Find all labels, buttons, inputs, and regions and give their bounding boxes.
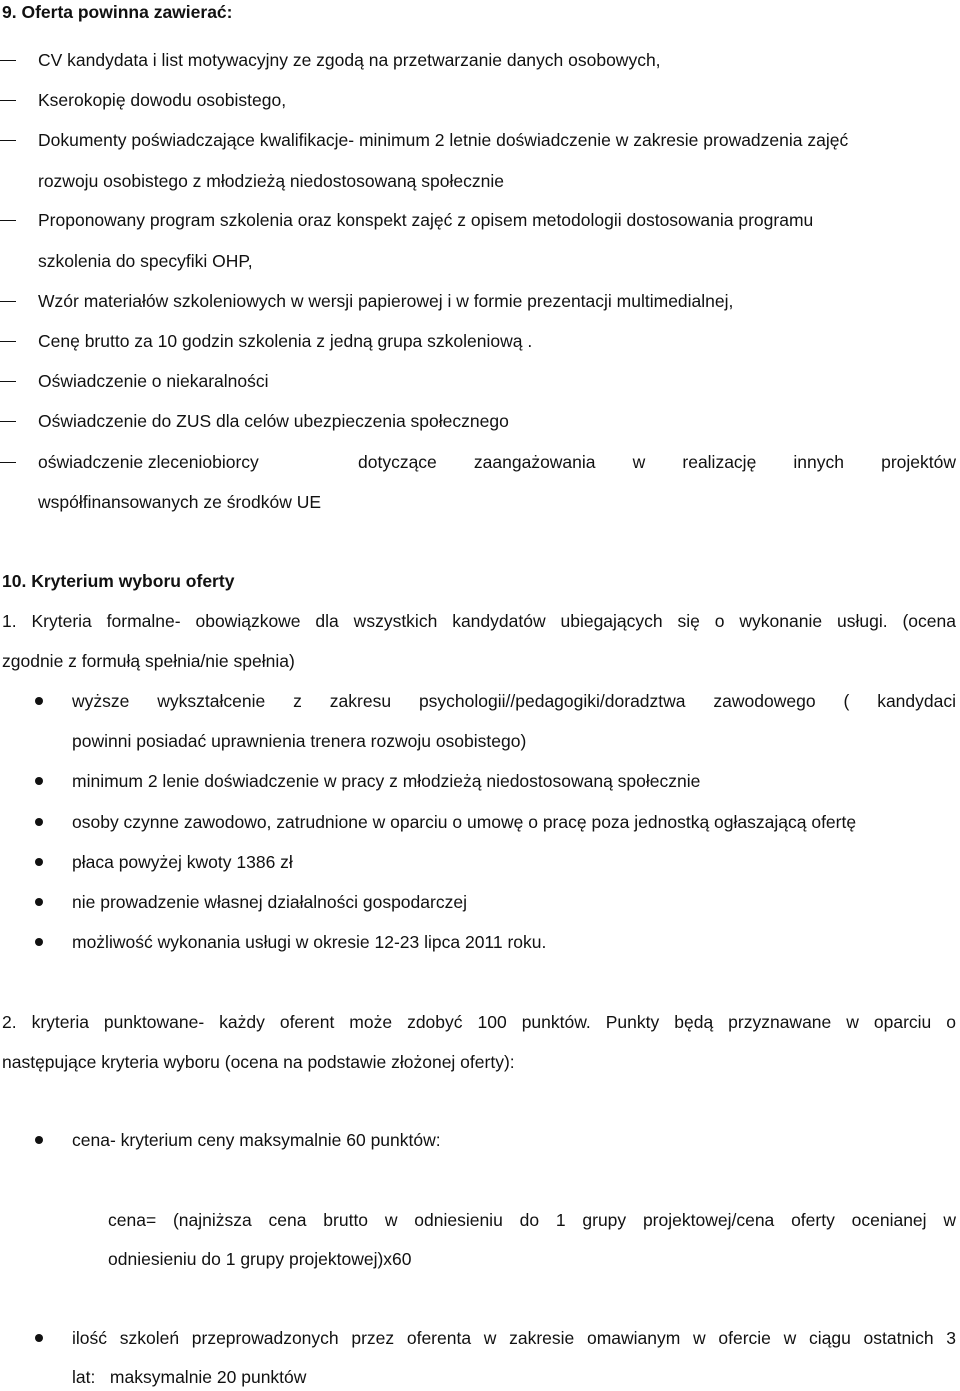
section-heading: 10. Kryterium wyboru oferty <box>2 571 235 591</box>
bullet-icon <box>35 1136 43 1144</box>
list-item: CV kandydata i list motywacyjny ze zgodą na przetwarzanie danych osobowych, <box>38 50 661 70</box>
list-item: Oświadczenie o niekaralności <box>38 371 269 391</box>
justified-text: cena= (najniższa cena brutto w odniesieniu do 1 grupy projektowej/cena oferty ocenianej w <box>108 1210 956 1230</box>
paragraph-line <box>2 609 956 633</box>
bullet-icon <box>35 858 43 866</box>
justified-text: wyższe wykształcenie z zakresu psychologii//pedagogiki/doradztwa zawodowego ( kandydaci <box>72 691 956 711</box>
list-item-continuation: powinni posiadać uprawnienia trenera rozwoju osobistego) <box>72 731 527 751</box>
list-item: Kserokopię dowodu osobistego, <box>38 90 287 110</box>
formula-line <box>108 1208 956 1232</box>
paragraph-line: następujące kryteria wyboru (ocena na podstawie złożonej oferty): <box>2 1052 515 1072</box>
justified-text: 2. kryteria punktowane- każdy oferent może zdobyć 100 punktów. Punkty będą przyznawane w oparciu o <box>2 1012 956 1032</box>
bullet-icon <box>35 1334 43 1342</box>
dash-bullet-icon <box>0 341 16 342</box>
dash-bullet-icon <box>0 462 16 463</box>
list-item: Cenę brutto za 10 godzin szkolenia z jedną grupa szkoleniową . <box>38 331 533 351</box>
list-item: oświadczenie zleceniobiorcy <box>38 452 259 472</box>
list-item-continuation: współfinansowanych ze środków UE <box>38 492 322 512</box>
bullet-icon <box>35 697 43 705</box>
list-item: Dokumenty poświadczające kwalifikacje- minimum 2 letnie doświadczenie w zakresie prowadzenia zajęć <box>38 130 849 150</box>
list-item: osoby czynne zawodowo, zatrudnione w oparciu o umowę o pracę poza jednostką ogłaszającą ofertę <box>72 812 857 832</box>
list-item: minimum 2 lenie doświadczenie w pracy z młodzieżą niedostosowaną społecznie <box>72 771 701 791</box>
dash-bullet-icon <box>0 100 16 101</box>
list-item: płaca powyżej kwoty 1386 zł <box>72 852 293 872</box>
list-item: Wzór materiałów szkoleniowych w wersji papierowej i w formie prezentacji multimedialnej, <box>38 291 734 311</box>
list-item <box>72 1326 956 1350</box>
list-item-continuation: rozwoju osobistego z młodzieżą niedostosowaną społecznie <box>38 171 504 191</box>
list-item: nie prowadzenie własnej działalności gospodarczej <box>72 892 467 912</box>
dash-bullet-icon <box>0 301 16 302</box>
formula-line: odniesieniu do 1 grupy projektowej)x60 <box>108 1249 412 1269</box>
justified-text: dotyczące zaangażowania w realizację innych projektów <box>358 452 956 472</box>
list-item-continuation: lat: maksymalnie 20 punktów <box>72 1367 307 1387</box>
bullet-icon <box>35 818 43 826</box>
bullet-icon <box>35 898 43 906</box>
list-item-part <box>358 450 956 474</box>
bullet-icon <box>35 777 43 785</box>
list-item: możliwość wykonania usługi w okresie 12-23 lipca 2011 roku. <box>72 932 547 952</box>
section-heading: 9. Oferta powinna zawierać: <box>2 2 233 22</box>
dash-bullet-icon <box>0 140 16 141</box>
justified-text: 1. Kryteria formalne- obowiązkowe dla wszystkich kandydatów ubiegających się o wykonanie usługi. (ocena <box>2 611 956 631</box>
justified-text: ilość szkoleń przeprowadzonych przez oferenta w zakresie omawianym w ofercie w ciągu ostatnich 3 <box>72 1328 956 1348</box>
paragraph-line: zgodnie z formułą spełnia/nie spełnia) <box>2 651 295 671</box>
dash-bullet-icon <box>0 60 16 61</box>
list-item: Oświadczenie do ZUS dla celów ubezpieczenia społecznego <box>38 411 509 431</box>
bullet-icon <box>35 938 43 946</box>
list-item: Proponowany program szkolenia oraz konspekt zajęć z opisem metodologii dostosowania programu <box>38 210 814 230</box>
list-item <box>72 689 956 713</box>
list-item: cena- kryterium ceny maksymalnie 60 punktów: <box>72 1130 441 1150</box>
dash-bullet-icon <box>0 421 16 422</box>
dash-bullet-icon <box>0 381 16 382</box>
dash-bullet-icon <box>0 220 16 221</box>
list-item-continuation: szkolenia do specyfiki OHP, <box>38 251 253 271</box>
paragraph-line <box>2 1010 956 1034</box>
